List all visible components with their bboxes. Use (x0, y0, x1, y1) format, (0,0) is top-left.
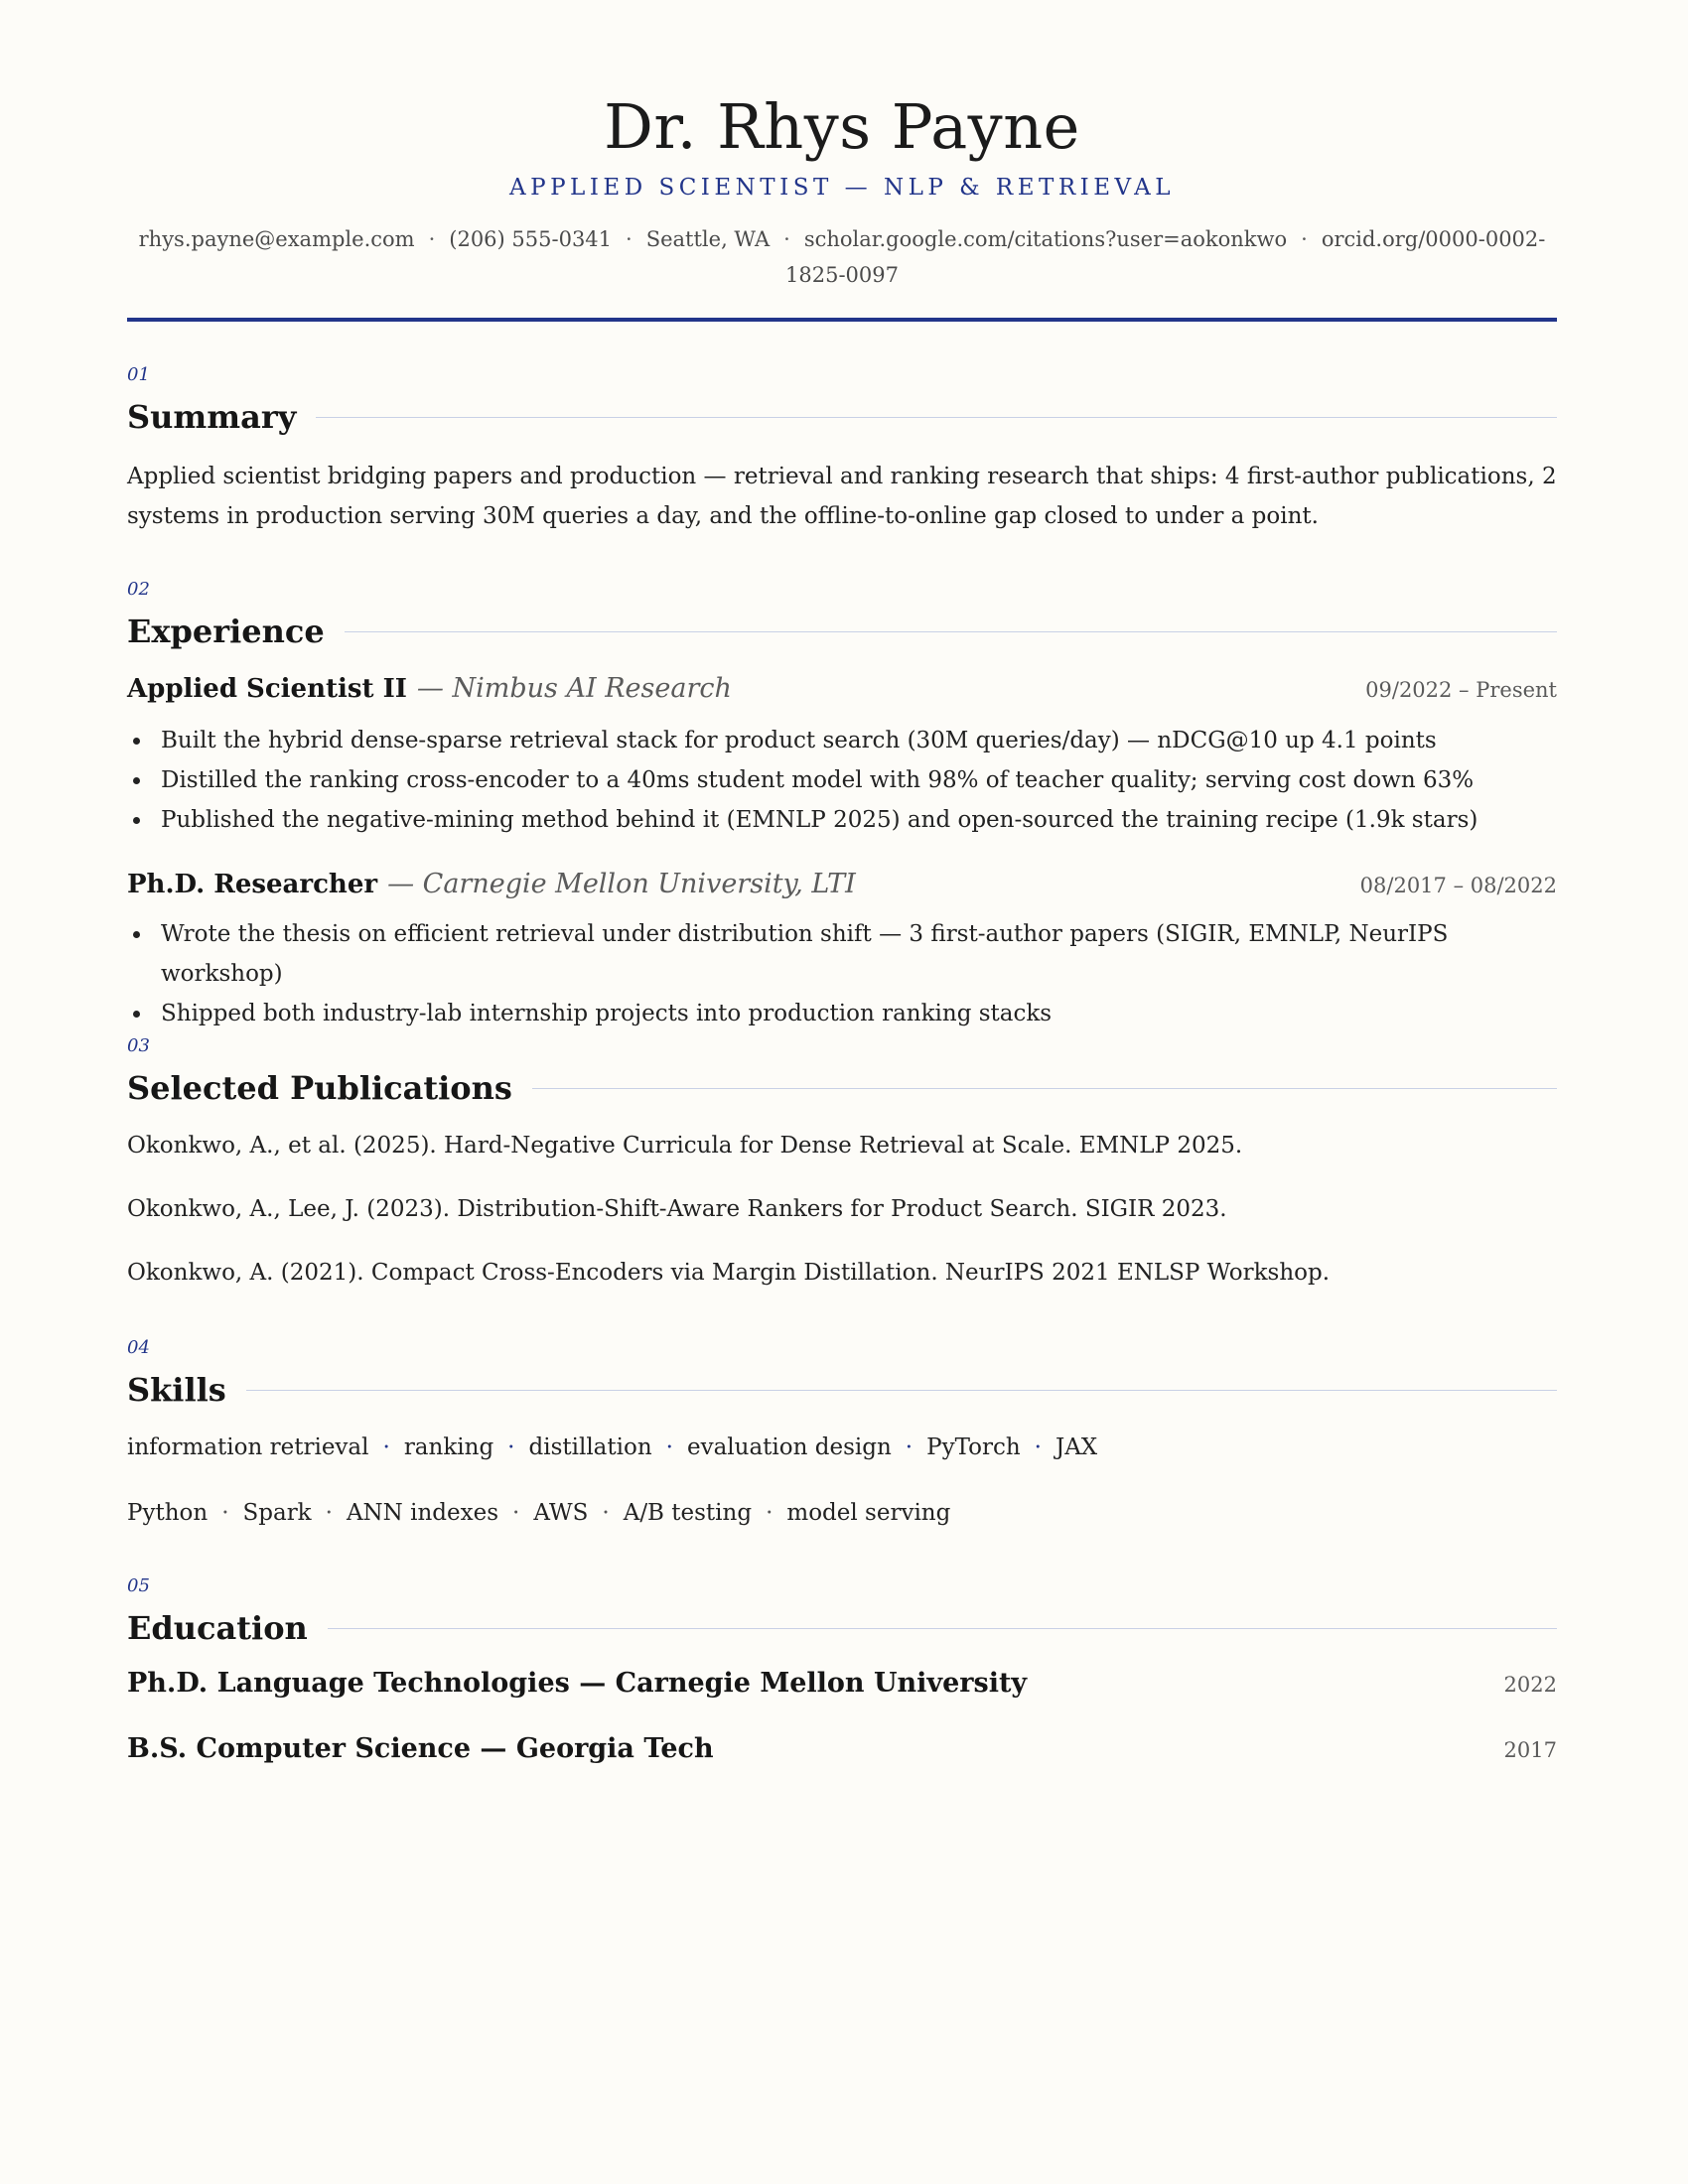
education-entry (127, 1733, 1557, 1764)
contact-scholar-link[interactable]: scholar.google.com/citations?user=aokonkwo (803, 227, 1288, 251)
publication-item: Okonkwo, A., Lee, J. (2023). Distribution-Shift-Aware Rankers for Product Search. SIGIR 2023. (127, 1196, 1227, 1222)
job-bullets (127, 721, 1557, 840)
education-degree: B.S. Computer Science — Georgia Tech (127, 1733, 714, 1764)
contact-email[interactable]: rhys.payne@example.com (138, 227, 415, 251)
section-rule (328, 1628, 1557, 1629)
candidate-name: Dr. Rhys Payne (604, 90, 1080, 163)
section-number: 05 (127, 1575, 150, 1596)
skill-item: ANN indexes (346, 1500, 498, 1526)
section-rule (532, 1088, 1557, 1089)
job-bullets (127, 914, 1557, 1033)
skill-item: model serving (786, 1500, 951, 1526)
education-entry (127, 1668, 1557, 1699)
skill-separator: · (325, 1500, 333, 1526)
skill-separator: · (1034, 1434, 1042, 1460)
job-bullet: Wrote the thesis on efficient retrieval under distribution shift — 3 first-author papers (SIGIR, EMNLP, NeurIPS workshop) (127, 914, 1557, 994)
contact-location: Seattle, WA (645, 227, 771, 251)
contact-separator: · (1301, 227, 1308, 251)
job-bullet: Distilled the ranking cross-encoder to a 40ms student model with 98% of teacher quality; serving cost down 63% (127, 760, 1557, 800)
section-number: 04 (127, 1337, 150, 1358)
section-title: Education (127, 1609, 308, 1647)
contact-info (127, 221, 1557, 293)
job-organization: — Carnegie Mellon University, LTI (387, 869, 856, 899)
skill-item: Python (127, 1500, 209, 1526)
skill-separator: · (602, 1500, 610, 1526)
job-header (127, 869, 1557, 899)
contact-phone: (206) 555-0341 (449, 227, 613, 251)
skill-item: Spark (242, 1500, 312, 1526)
contact-separator: · (626, 227, 633, 251)
job-role: Applied Scientist II (127, 674, 407, 704)
contact-line-2[interactable]: 1825-0097 (785, 263, 899, 287)
section-rule (316, 417, 1557, 418)
skill-separator: · (665, 1434, 673, 1460)
contact-separator: · (428, 227, 436, 251)
skill-item: ranking (403, 1434, 494, 1460)
section-heading-publications (127, 1066, 1557, 1110)
section-heading-experience (127, 610, 1557, 653)
section-title: Summary (127, 398, 297, 436)
skill-item: distillation (528, 1434, 652, 1460)
section-title: Selected Publications (127, 1069, 512, 1107)
education-year: 2022 (1503, 1673, 1557, 1697)
skill-item: A/B testing (623, 1500, 753, 1526)
contact-line-1 (127, 221, 1557, 257)
publication-item: Okonkwo, A. (2021). Compact Cross-Encoders via Margin Distillation. NeurIPS 2021 ENLSP Workshop. (127, 1260, 1331, 1286)
job-header (127, 673, 1557, 704)
education-year: 2017 (1503, 1738, 1557, 1762)
job-bullet: Shipped both industry-lab internship projects into production ranking stacks (127, 994, 1557, 1033)
section-heading-summary (127, 395, 1557, 439)
skill-separator: · (766, 1500, 774, 1526)
skills-row-secondary (127, 1495, 1557, 1531)
skill-separator: · (512, 1500, 520, 1526)
job-bullet: Published the negative-mining method behind it (EMNLP 2025) and open-sourced the training recipe (1.9k stars) (127, 800, 1557, 840)
job-dates: 09/2022 – Present (1365, 678, 1557, 702)
job-bullet: Built the hybrid dense-sparse retrieval stack for product search (30M queries/day) — nDCG@10 up 4.1 points (127, 721, 1557, 760)
skill-item: PyTorch (926, 1434, 1021, 1460)
section-title: Skills (127, 1371, 226, 1409)
skill-separator: · (507, 1434, 515, 1460)
skill-item: evaluation design (686, 1434, 892, 1460)
skill-separator: · (905, 1434, 914, 1460)
job-role: Ph.D. Researcher (127, 870, 378, 899)
education-degree: Ph.D. Language Technologies — Carnegie Mellon University (127, 1668, 1028, 1699)
candidate-title: APPLIED SCIENTIST — NLP & RETRIEVAL (508, 175, 1175, 201)
section-heading-education (127, 1606, 1557, 1650)
header-divider (127, 318, 1557, 322)
skills-row-primary (127, 1430, 1557, 1465)
section-number: 03 (127, 1035, 150, 1056)
section-heading-skills (127, 1368, 1557, 1412)
summary-text: Applied scientist bridging papers and production — retrieval and ranking research that ships: 4 first-author publications, 2 systems in production serving 30M queries a day, and the offline-to-online gap closed to under a point. (127, 464, 1557, 529)
job-organization: — Nimbus AI Research (416, 673, 732, 704)
section-rule (246, 1390, 1557, 1391)
section-rule (345, 631, 1557, 632)
contact-separator: · (783, 227, 790, 251)
contact-orcid-link[interactable]: orcid.org/0000-0002- (1321, 227, 1546, 251)
skill-item: information retrieval (127, 1434, 369, 1460)
section-title: Experience (127, 613, 325, 650)
skill-item: AWS (533, 1500, 589, 1526)
job-dates: 08/2017 – 08/2022 (1359, 874, 1557, 897)
section-number: 01 (127, 364, 150, 385)
skill-item: JAX (1055, 1434, 1098, 1460)
skill-separator: · (382, 1434, 390, 1460)
skill-separator: · (221, 1500, 229, 1526)
section-number: 02 (127, 579, 150, 600)
publication-item: Okonkwo, A., et al. (2025). Hard-Negative Curricula for Dense Retrieval at Scale. EMNLP 2025. (127, 1133, 1243, 1159)
